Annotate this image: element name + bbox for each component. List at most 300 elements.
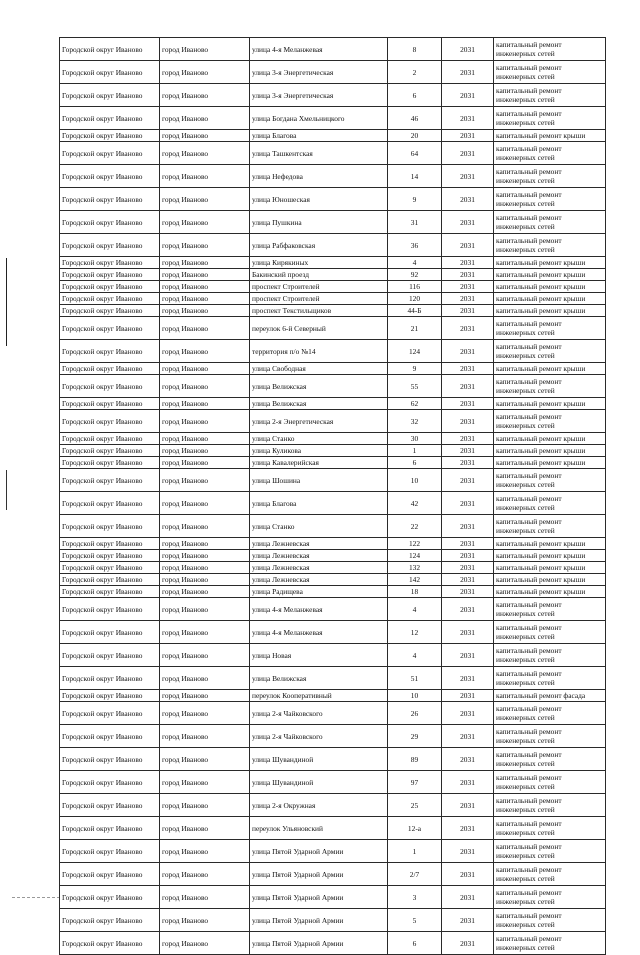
work-type-cell: капитальный ремонт инженерных сетей (494, 886, 606, 909)
work-type-cell: капитальный ремонт инженерных сетей (494, 598, 606, 621)
house-number-cell: 122 (388, 538, 442, 550)
planned-year-cell: 2031 (442, 621, 494, 644)
register-table-body (60, 38, 606, 955)
municipal-district-cell: Городской округ Иваново (60, 817, 160, 840)
settlement-cell: город Иваново (160, 794, 250, 817)
municipal-district-cell: Городской округ Иваново (60, 690, 160, 702)
work-type-cell: капитальный ремонт инженерных сетей (494, 817, 606, 840)
municipal-district-cell: Городской округ Иваново (60, 211, 160, 234)
municipal-district-cell: Городской округ Иваново (60, 725, 160, 748)
work-type-cell: капитальный ремонт крыши (494, 562, 606, 574)
planned-year-cell: 2031 (442, 817, 494, 840)
street-cell: переулок 6-й Северный (250, 317, 388, 340)
house-number-cell: 64 (388, 142, 442, 165)
table-row (60, 690, 606, 702)
settlement-cell: город Иваново (160, 886, 250, 909)
work-type-cell: капитальный ремонт крыши (494, 586, 606, 598)
municipal-district-cell: Городской округ Иваново (60, 84, 160, 107)
planned-year-cell: 2031 (442, 142, 494, 165)
street-cell: улица 2-я Энергетическая (250, 410, 388, 433)
work-type-cell: капитальный ремонт инженерных сетей (494, 107, 606, 130)
settlement-cell: город Иваново (160, 130, 250, 142)
planned-year-cell: 2031 (442, 398, 494, 410)
table-row (60, 281, 606, 293)
work-type-cell: капитальный ремонт крыши (494, 281, 606, 293)
settlement-cell: город Иваново (160, 538, 250, 550)
settlement-cell: город Иваново (160, 492, 250, 515)
street-cell: улица 3-я Энергетическая (250, 61, 388, 84)
scan-edge-mark (6, 258, 7, 346)
street-cell: улица Свободная (250, 363, 388, 375)
table-row (60, 269, 606, 281)
planned-year-cell: 2031 (442, 84, 494, 107)
street-cell: улица Радищева (250, 586, 388, 598)
municipal-district-cell: Городской округ Иваново (60, 61, 160, 84)
house-number-cell: 46 (388, 107, 442, 130)
street-cell: улица Шошина (250, 469, 388, 492)
work-type-cell: капитальный ремонт инженерных сетей (494, 667, 606, 690)
table-row (60, 84, 606, 107)
settlement-cell: город Иваново (160, 317, 250, 340)
house-number-cell: 26 (388, 702, 442, 725)
municipal-district-cell: Городской округ Иваново (60, 771, 160, 794)
street-cell: улица Станко (250, 433, 388, 445)
planned-year-cell: 2031 (442, 690, 494, 702)
municipal-district-cell: Городской округ Иваново (60, 293, 160, 305)
planned-year-cell: 2031 (442, 363, 494, 375)
municipal-district-cell: Городской округ Иваново (60, 38, 160, 61)
municipal-district-cell: Городской округ Иваново (60, 748, 160, 771)
work-type-cell: капитальный ремонт инженерных сетей (494, 340, 606, 363)
work-type-cell: капитальный ремонт инженерных сетей (494, 211, 606, 234)
street-cell: улица Лежневская (250, 538, 388, 550)
house-number-cell: 21 (388, 317, 442, 340)
settlement-cell: город Иваново (160, 305, 250, 317)
planned-year-cell: 2031 (442, 932, 494, 955)
settlement-cell: город Иваново (160, 398, 250, 410)
table-row (60, 433, 606, 445)
table-row (60, 469, 606, 492)
table-row (60, 621, 606, 644)
municipal-district-cell: Городской округ Иваново (60, 165, 160, 188)
settlement-cell: город Иваново (160, 515, 250, 538)
planned-year-cell: 2031 (442, 538, 494, 550)
settlement-cell: город Иваново (160, 562, 250, 574)
planned-year-cell: 2031 (442, 293, 494, 305)
table-row (60, 586, 606, 598)
settlement-cell: город Иваново (160, 38, 250, 61)
street-cell: улица Пушкина (250, 211, 388, 234)
street-cell: улица Нефедова (250, 165, 388, 188)
municipal-district-cell: Городской округ Иваново (60, 562, 160, 574)
municipal-district-cell: Городской округ Иваново (60, 469, 160, 492)
house-number-cell: 51 (388, 667, 442, 690)
table-row (60, 211, 606, 234)
street-cell: улица 2-я Чайковского (250, 702, 388, 725)
house-number-cell: 1 (388, 840, 442, 863)
municipal-district-cell: Городской округ Иваново (60, 863, 160, 886)
municipal-district-cell: Городской округ Иваново (60, 445, 160, 457)
table-row (60, 363, 606, 375)
planned-year-cell: 2031 (442, 644, 494, 667)
planned-year-cell: 2031 (442, 445, 494, 457)
settlement-cell: город Иваново (160, 269, 250, 281)
municipal-district-cell: Городской округ Иваново (60, 538, 160, 550)
house-number-cell: 9 (388, 363, 442, 375)
table-row (60, 932, 606, 955)
municipal-district-cell: Городской округ Иваново (60, 340, 160, 363)
planned-year-cell: 2031 (442, 188, 494, 211)
street-cell: улица Новая (250, 644, 388, 667)
planned-year-cell: 2031 (442, 748, 494, 771)
street-cell: улица Шувандиной (250, 771, 388, 794)
table-row (60, 305, 606, 317)
planned-year-cell: 2031 (442, 515, 494, 538)
house-number-cell: 32 (388, 410, 442, 433)
street-cell: улица Велижская (250, 667, 388, 690)
table-row (60, 794, 606, 817)
street-cell: переулок Кооперативный (250, 690, 388, 702)
street-cell: улица Лежневская (250, 562, 388, 574)
table-row (60, 574, 606, 586)
work-type-cell: капитальный ремонт крыши (494, 269, 606, 281)
work-type-cell: капитальный ремонт инженерных сетей (494, 932, 606, 955)
house-number-cell: 18 (388, 586, 442, 598)
planned-year-cell: 2031 (442, 586, 494, 598)
work-type-cell: капитальный ремонт инженерных сетей (494, 909, 606, 932)
house-number-cell: 4 (388, 598, 442, 621)
house-number-cell: 55 (388, 375, 442, 398)
municipal-district-cell: Городской округ Иваново (60, 305, 160, 317)
settlement-cell: город Иваново (160, 840, 250, 863)
municipal-district-cell: Городской округ Иваново (60, 492, 160, 515)
street-cell: улица 4-я Меланжевая (250, 621, 388, 644)
house-number-cell: 132 (388, 562, 442, 574)
street-cell: улица 3-я Энергетическая (250, 84, 388, 107)
planned-year-cell: 2031 (442, 340, 494, 363)
planned-year-cell: 2031 (442, 794, 494, 817)
planned-year-cell: 2031 (442, 269, 494, 281)
work-type-cell: капитальный ремонт крыши (494, 257, 606, 269)
planned-year-cell: 2031 (442, 886, 494, 909)
settlement-cell: город Иваново (160, 61, 250, 84)
settlement-cell: город Иваново (160, 165, 250, 188)
street-cell: улица Кирякиных (250, 257, 388, 269)
work-type-cell: капитальный ремонт инженерных сетей (494, 188, 606, 211)
settlement-cell: город Иваново (160, 932, 250, 955)
house-number-cell: 1 (388, 445, 442, 457)
table-row (60, 130, 606, 142)
street-cell: улица Лежневская (250, 550, 388, 562)
planned-year-cell: 2031 (442, 598, 494, 621)
work-type-cell: капитальный ремонт инженерных сетей (494, 515, 606, 538)
municipal-district-cell: Городской округ Иваново (60, 621, 160, 644)
municipal-district-cell: Городской округ Иваново (60, 363, 160, 375)
settlement-cell: город Иваново (160, 410, 250, 433)
work-type-cell: капитальный ремонт инженерных сетей (494, 84, 606, 107)
planned-year-cell: 2031 (442, 234, 494, 257)
work-type-cell: капитальный ремонт инженерных сетей (494, 644, 606, 667)
municipal-district-cell: Городской округ Иваново (60, 107, 160, 130)
municipal-district-cell: Городской округ Иваново (60, 142, 160, 165)
municipal-district-cell: Городской округ Иваново (60, 932, 160, 955)
table-row (60, 667, 606, 690)
table-row (60, 257, 606, 269)
settlement-cell: город Иваново (160, 550, 250, 562)
planned-year-cell: 2031 (442, 702, 494, 725)
house-number-cell: 42 (388, 492, 442, 515)
work-type-cell: капитальный ремонт инженерных сетей (494, 492, 606, 515)
house-number-cell: 22 (388, 515, 442, 538)
house-number-cell: 8 (388, 38, 442, 61)
work-type-cell: капитальный ремонт крыши (494, 574, 606, 586)
municipal-district-cell: Городской округ Иваново (60, 281, 160, 293)
table-row (60, 550, 606, 562)
planned-year-cell: 2031 (442, 667, 494, 690)
planned-year-cell: 2031 (442, 165, 494, 188)
municipal-district-cell: Городской округ Иваново (60, 130, 160, 142)
street-cell: территория п/о №14 (250, 340, 388, 363)
municipal-district-cell: Городской округ Иваново (60, 840, 160, 863)
house-number-cell: 89 (388, 748, 442, 771)
street-cell: проспект Строителей (250, 293, 388, 305)
table-row (60, 38, 606, 61)
work-type-cell: капитальный ремонт инженерных сетей (494, 840, 606, 863)
table-row (60, 340, 606, 363)
work-type-cell: капитальный ремонт фасада (494, 690, 606, 702)
table-row (60, 234, 606, 257)
table-row (60, 165, 606, 188)
house-number-cell: 10 (388, 469, 442, 492)
street-cell: улица 4-я Меланжевая (250, 38, 388, 61)
settlement-cell: город Иваново (160, 586, 250, 598)
house-number-cell: 142 (388, 574, 442, 586)
municipal-district-cell: Городской округ Иваново (60, 598, 160, 621)
house-number-cell: 62 (388, 398, 442, 410)
planned-year-cell: 2031 (442, 492, 494, 515)
table-row (60, 909, 606, 932)
settlement-cell: город Иваново (160, 690, 250, 702)
house-number-cell: 97 (388, 771, 442, 794)
table-row (60, 445, 606, 457)
street-cell: улица Благова (250, 130, 388, 142)
municipal-district-cell: Городской округ Иваново (60, 410, 160, 433)
table-row (60, 188, 606, 211)
work-type-cell: капитальный ремонт инженерных сетей (494, 748, 606, 771)
table-row (60, 142, 606, 165)
municipal-district-cell: Городской округ Иваново (60, 457, 160, 469)
work-type-cell: капитальный ремонт инженерных сетей (494, 771, 606, 794)
planned-year-cell: 2031 (442, 725, 494, 748)
house-number-cell: 14 (388, 165, 442, 188)
table-row (60, 410, 606, 433)
planned-year-cell: 2031 (442, 317, 494, 340)
street-cell: улица Пятой Ударной Армии (250, 909, 388, 932)
municipal-district-cell: Городской округ Иваново (60, 234, 160, 257)
table-row (60, 562, 606, 574)
street-cell: улица Юношеская (250, 188, 388, 211)
municipal-district-cell: Городской округ Иваново (60, 375, 160, 398)
street-cell: улица Пятой Ударной Армии (250, 932, 388, 955)
planned-year-cell: 2031 (442, 375, 494, 398)
table-row (60, 725, 606, 748)
municipal-district-cell: Городской округ Иваново (60, 574, 160, 586)
house-number-cell: 25 (388, 794, 442, 817)
table-row (60, 375, 606, 398)
municipal-district-cell: Городской округ Иваново (60, 515, 160, 538)
planned-year-cell: 2031 (442, 257, 494, 269)
work-type-cell: капитальный ремонт инженерных сетей (494, 621, 606, 644)
planned-year-cell: 2031 (442, 469, 494, 492)
planned-year-cell: 2031 (442, 771, 494, 794)
street-cell: улица Пятой Ударной Армии (250, 840, 388, 863)
street-cell: улица Пятой Ударной Армии (250, 863, 388, 886)
street-cell: проспект Строителей (250, 281, 388, 293)
work-type-cell: капитальный ремонт инженерных сетей (494, 469, 606, 492)
municipal-district-cell: Городской округ Иваново (60, 317, 160, 340)
street-cell: улица Рабфаковская (250, 234, 388, 257)
street-cell: улица Велижская (250, 398, 388, 410)
settlement-cell: город Иваново (160, 375, 250, 398)
settlement-cell: город Иваново (160, 771, 250, 794)
work-type-cell: капитальный ремонт инженерных сетей (494, 794, 606, 817)
settlement-cell: город Иваново (160, 748, 250, 771)
work-type-cell: капитальный ремонт инженерных сетей (494, 375, 606, 398)
table-row (60, 398, 606, 410)
settlement-cell: город Иваново (160, 817, 250, 840)
work-type-cell: капитальный ремонт крыши (494, 293, 606, 305)
work-type-cell: капитальный ремонт инженерных сетей (494, 410, 606, 433)
street-cell: улица Богдана Хмельницкого (250, 107, 388, 130)
settlement-cell: город Иваново (160, 598, 250, 621)
house-number-cell: 5 (388, 909, 442, 932)
house-number-cell: 2 (388, 61, 442, 84)
planned-year-cell: 2031 (442, 305, 494, 317)
street-cell: улица Ташкентская (250, 142, 388, 165)
settlement-cell: город Иваново (160, 142, 250, 165)
house-number-cell: 9 (388, 188, 442, 211)
street-cell: улица Шувандиной (250, 748, 388, 771)
work-type-cell: капитальный ремонт инженерных сетей (494, 725, 606, 748)
table-row (60, 492, 606, 515)
table-row (60, 840, 606, 863)
settlement-cell: город Иваново (160, 84, 250, 107)
planned-year-cell: 2031 (442, 550, 494, 562)
work-type-cell: капитальный ремонт инженерных сетей (494, 142, 606, 165)
work-type-cell: капитальный ремонт инженерных сетей (494, 165, 606, 188)
house-number-cell: 116 (388, 281, 442, 293)
planned-year-cell: 2031 (442, 211, 494, 234)
planned-year-cell: 2031 (442, 410, 494, 433)
municipal-district-cell: Городской округ Иваново (60, 433, 160, 445)
settlement-cell: город Иваново (160, 433, 250, 445)
work-type-cell: капитальный ремонт крыши (494, 550, 606, 562)
house-number-cell: 36 (388, 234, 442, 257)
street-cell: улица Станко (250, 515, 388, 538)
planned-year-cell: 2031 (442, 38, 494, 61)
table-row (60, 293, 606, 305)
table-row (60, 886, 606, 909)
planned-year-cell: 2031 (442, 433, 494, 445)
work-type-cell: капитальный ремонт крыши (494, 130, 606, 142)
planned-year-cell: 2031 (442, 457, 494, 469)
work-type-cell: капитальный ремонт инженерных сетей (494, 61, 606, 84)
street-cell: проспект Текстильщиков (250, 305, 388, 317)
municipal-district-cell: Городской округ Иваново (60, 644, 160, 667)
house-number-cell: 30 (388, 433, 442, 445)
planned-year-cell: 2031 (442, 840, 494, 863)
work-type-cell: капитальный ремонт крыши (494, 305, 606, 317)
settlement-cell: город Иваново (160, 644, 250, 667)
street-cell: улица 2-я Чайковского (250, 725, 388, 748)
scan-footer-mark (12, 897, 60, 899)
house-number-cell: 44-Б (388, 305, 442, 317)
municipal-district-cell: Городской округ Иваново (60, 188, 160, 211)
settlement-cell: город Иваново (160, 363, 250, 375)
street-cell: улица 2-я Окружная (250, 794, 388, 817)
planned-year-cell: 2031 (442, 909, 494, 932)
street-cell: улица Кавалерийская (250, 457, 388, 469)
work-type-cell: капитальный ремонт инженерных сетей (494, 863, 606, 886)
settlement-cell: город Иваново (160, 909, 250, 932)
planned-year-cell: 2031 (442, 61, 494, 84)
work-type-cell: капитальный ремонт крыши (494, 538, 606, 550)
planned-year-cell: 2031 (442, 863, 494, 886)
house-number-cell: 31 (388, 211, 442, 234)
house-number-cell: 3 (388, 886, 442, 909)
planned-year-cell: 2031 (442, 130, 494, 142)
house-number-cell: 6 (388, 457, 442, 469)
planned-year-cell: 2031 (442, 281, 494, 293)
table-row (60, 317, 606, 340)
street-cell: улица Лежневская (250, 574, 388, 586)
house-number-cell: 12-а (388, 817, 442, 840)
settlement-cell: город Иваново (160, 211, 250, 234)
house-number-cell: 124 (388, 550, 442, 562)
settlement-cell: город Иваново (160, 667, 250, 690)
house-number-cell: 124 (388, 340, 442, 363)
house-number-cell: 10 (388, 690, 442, 702)
municipal-district-cell: Городской округ Иваново (60, 257, 160, 269)
house-number-cell: 120 (388, 293, 442, 305)
street-cell: улица Пятой Ударной Армии (250, 886, 388, 909)
work-type-cell: капитальный ремонт крыши (494, 445, 606, 457)
house-number-cell: 20 (388, 130, 442, 142)
table-row (60, 457, 606, 469)
house-number-cell: 12 (388, 621, 442, 644)
table-row (60, 771, 606, 794)
municipal-district-cell: Городской округ Иваново (60, 586, 160, 598)
table-row (60, 107, 606, 130)
municipal-district-cell: Городской округ Иваново (60, 794, 160, 817)
settlement-cell: город Иваново (160, 574, 250, 586)
settlement-cell: город Иваново (160, 234, 250, 257)
settlement-cell: город Иваново (160, 257, 250, 269)
settlement-cell: город Иваново (160, 340, 250, 363)
table-row (60, 702, 606, 725)
work-type-cell: капитальный ремонт крыши (494, 363, 606, 375)
house-number-cell: 2/7 (388, 863, 442, 886)
municipal-district-cell: Городской округ Иваново (60, 550, 160, 562)
street-cell: переулок Ульяновский (250, 817, 388, 840)
settlement-cell: город Иваново (160, 702, 250, 725)
work-type-cell: капитальный ремонт крыши (494, 398, 606, 410)
settlement-cell: город Иваново (160, 725, 250, 748)
work-type-cell: капитальный ремонт инженерных сетей (494, 317, 606, 340)
house-number-cell: 6 (388, 84, 442, 107)
work-type-cell: капитальный ремонт крыши (494, 433, 606, 445)
house-number-cell: 4 (388, 257, 442, 269)
